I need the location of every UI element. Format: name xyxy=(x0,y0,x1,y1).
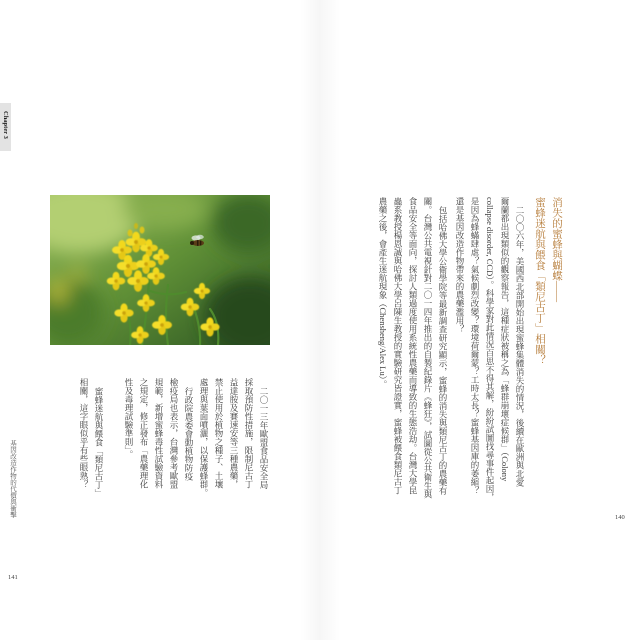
chapter-label: Chapter 3 xyxy=(2,111,9,139)
heading-line: 消失的蜜蜂與蝴蝶—— xyxy=(551,197,562,302)
text-column: 是因為蜂蟎肆虐？氣候劇烈改變？環境荷爾蒙？工時太長？蜜蜂基因庫的萎縮？ xyxy=(470,197,480,495)
section-heading xyxy=(531,197,565,365)
heading-line: 蜜蜂迷航與餵食「類尼古丁」相關？ xyxy=(534,197,545,365)
left-body-text xyxy=(76,378,271,497)
text-column: 檢疫局也表示，台灣參考歐盟 xyxy=(169,378,179,489)
text-column: 二〇〇六年，美國西北部開始出現蜜蜂集體消失的情況，後續在歐洲與北愛 xyxy=(515,205,525,486)
photo-graphic xyxy=(50,195,270,345)
text-column: 行政院農委會動植物防疫 xyxy=(184,386,194,480)
text-column: 爾蘭都出現類似的觀察報告，這種症狀被稱之為「蜂群崩壞症候群」（Colony xyxy=(500,197,510,482)
text-column: 性及毒理試驗準則」。 xyxy=(124,378,134,459)
paragraph xyxy=(121,378,196,497)
text-column: 包括哈佛大學公衛學院等最新調查研究顯示，蜜蜂的消失與類尼古丁的農藥有 xyxy=(438,205,448,495)
paragraph xyxy=(375,197,450,501)
right-body-text xyxy=(375,197,527,501)
paragraph xyxy=(196,378,271,497)
text-column: 關。台灣公共電視針對二〇一四年推出的自製紀錄片《蜂狂》，試圖從公共衛生與 xyxy=(423,197,433,499)
page-number-left: 141 xyxy=(8,574,18,581)
text-column: 相關，這字眼似乎有些眼熟？ xyxy=(79,378,89,489)
text-column: collapse disorder, CCD）。科學家對此情況百思不得其解，紛紛試圖找尋事件起因， xyxy=(485,197,495,502)
text-column: 益達胺及賽速安等三種農藥， xyxy=(229,378,239,489)
text-column: 禁止使用於植物之種子、土壤 xyxy=(214,378,224,489)
running-title: 基因改造作物的代價與衝擊 xyxy=(9,440,16,518)
chapter-tab xyxy=(0,103,11,151)
text-column: 蜜蜂迷航與餵食「類尼古丁」 xyxy=(94,386,104,497)
text-column: 還是基因改造作物帶來的農藥濫用？ xyxy=(455,197,465,333)
text-column: 蟲系教授楊恩誠與哈佛大學呂陳生教授的實驗研究皆證實，蜜蜂被餵食類尼古丁 xyxy=(393,197,403,495)
text-column: 之規定，修正發布「農藥理化 xyxy=(139,378,149,489)
text-column: 採取預防性措施，限制尼古丁 xyxy=(244,378,254,489)
text-column: 處理與葉面噴灑，以保護蜂群。 xyxy=(199,378,209,497)
page-gutter xyxy=(300,0,340,640)
paragraph xyxy=(76,378,106,497)
bee-flower-photo xyxy=(50,195,270,345)
text-column: 二〇一三年歐盟食品安全局 xyxy=(259,386,269,489)
page-number-right: 140 xyxy=(615,514,625,521)
text-column: 農藥之後，會產生迷航現象（Chensheng/Alex Lu）。 xyxy=(378,197,388,389)
paragraph xyxy=(452,197,527,501)
text-column: 食品安全等面向，探討人類過度使用系統性農藥而導致的生態浩劫。台灣大學昆 xyxy=(408,197,418,495)
text-column: 規範，新增蜜蜂毒性試驗資料 xyxy=(154,378,164,489)
